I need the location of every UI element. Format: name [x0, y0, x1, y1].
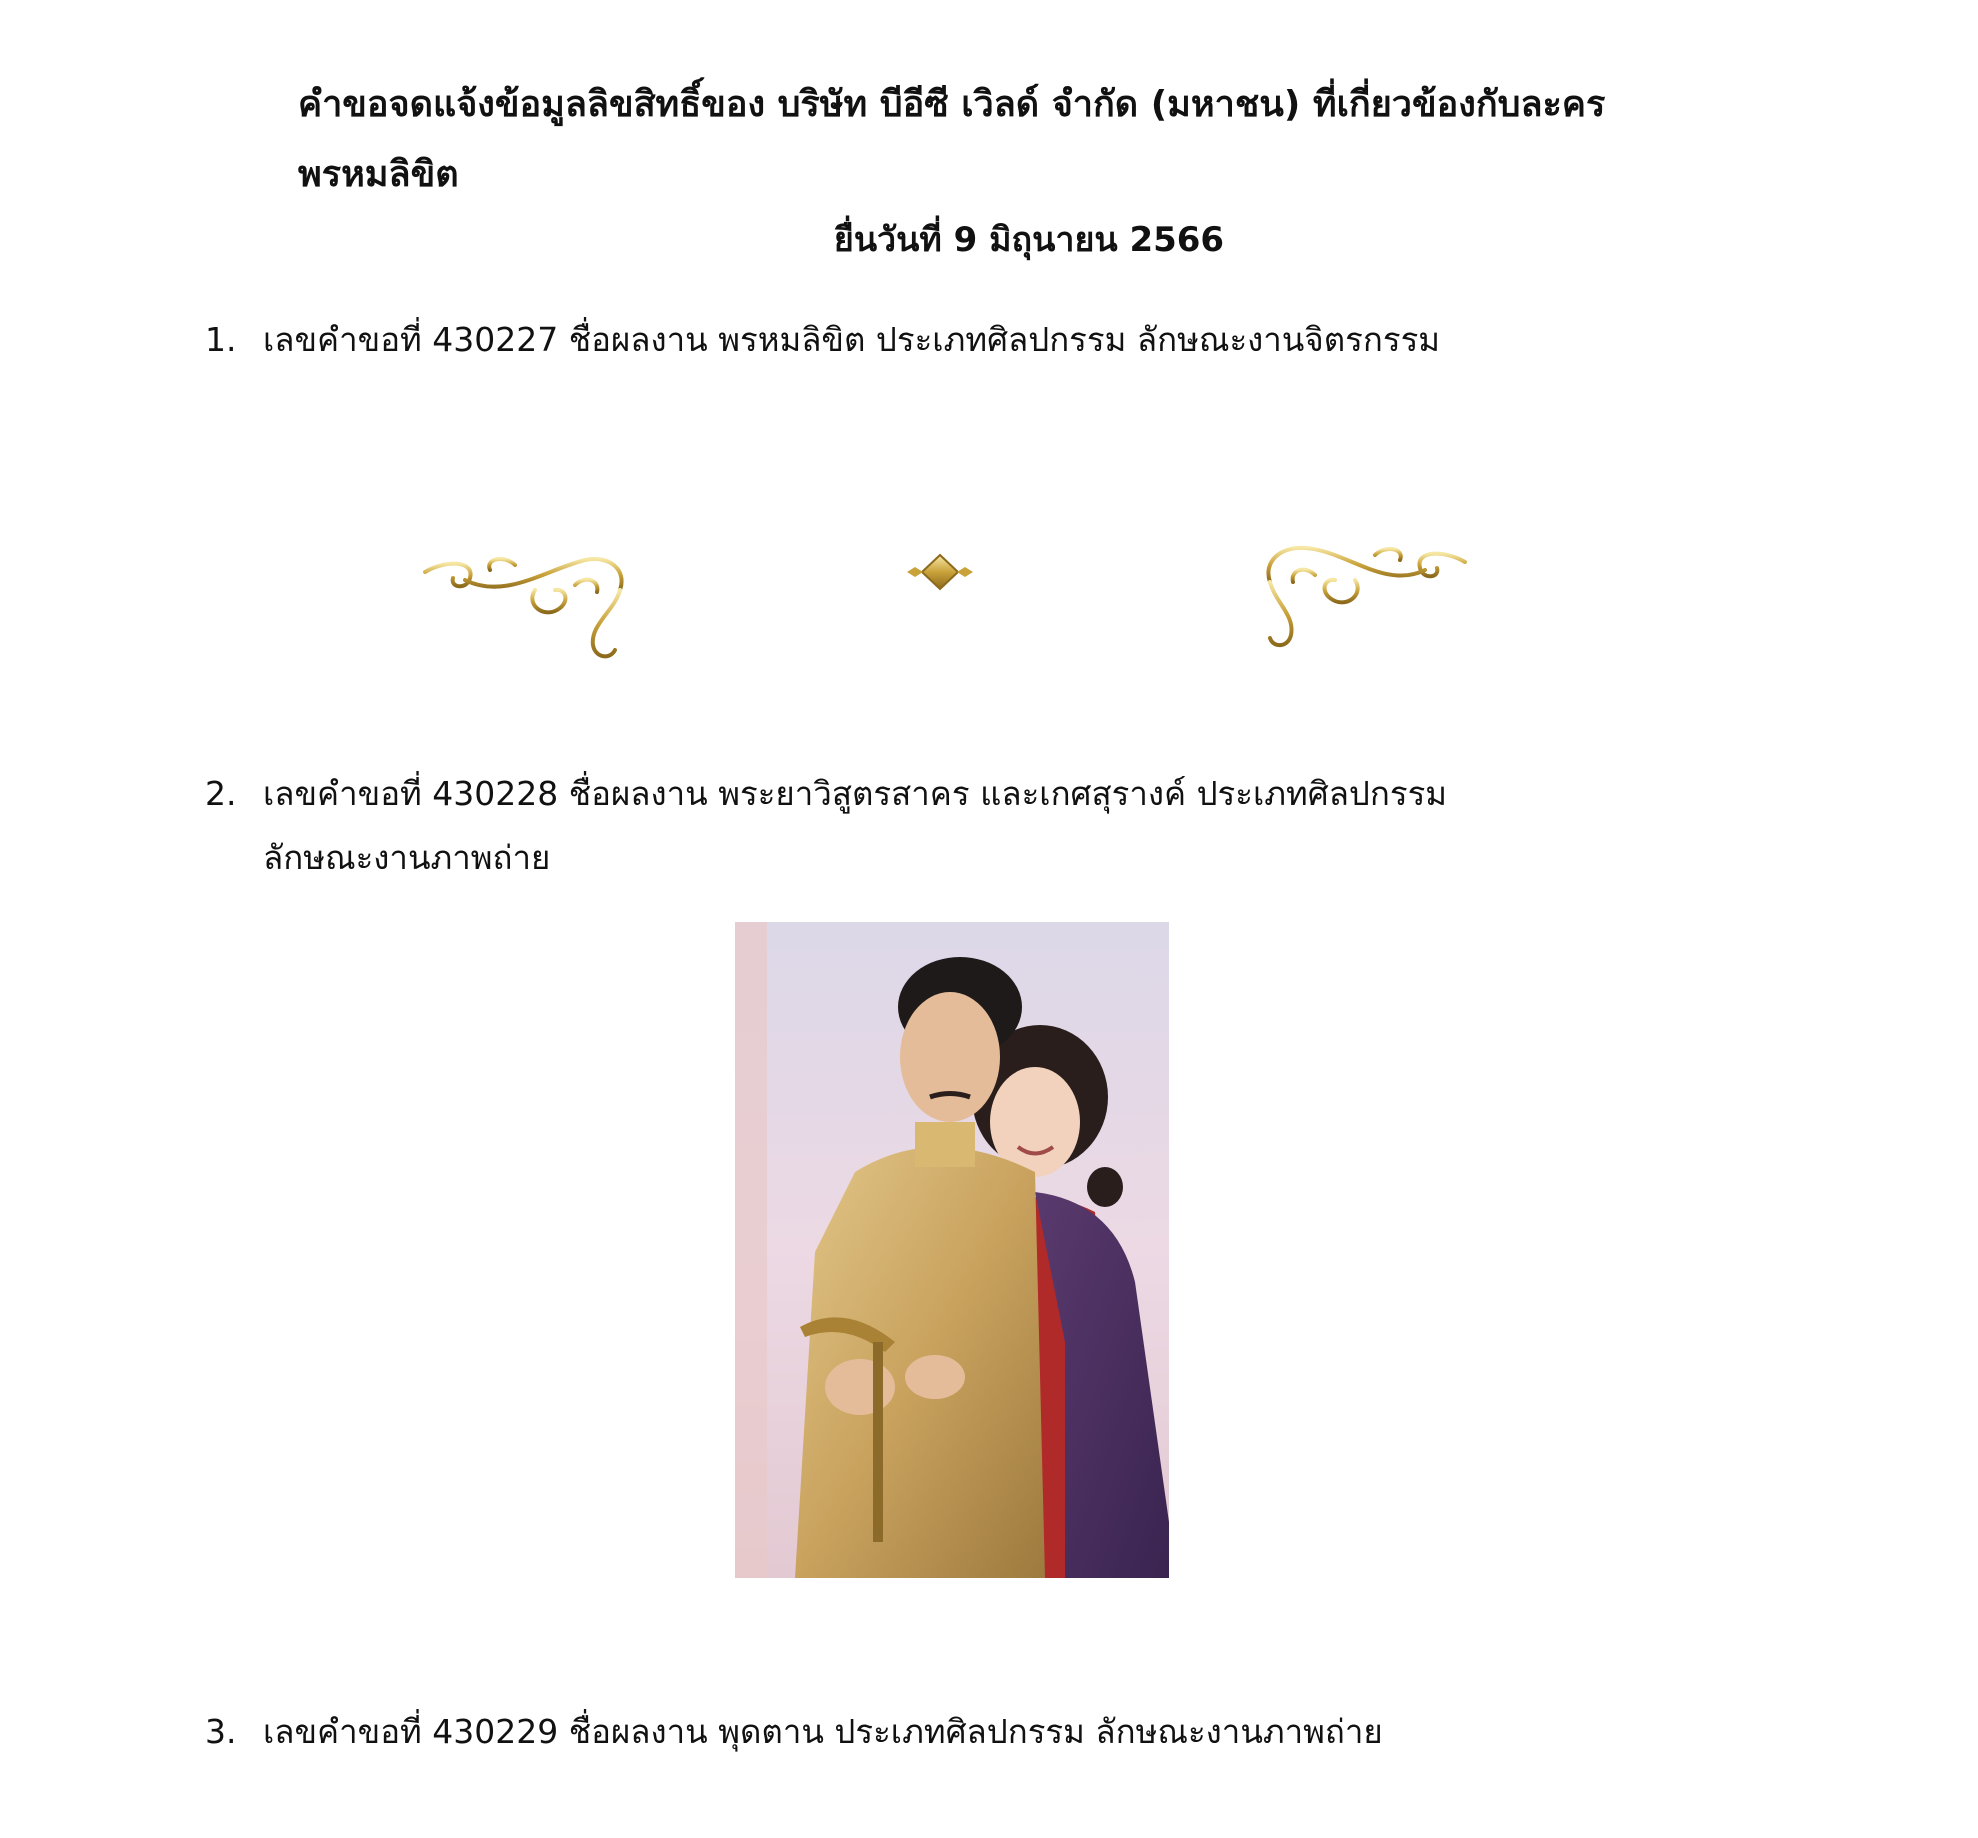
center-diamond	[922, 555, 958, 589]
document-title: คำขอจดแจ้งข้อมูลลิขสิทธิ์ของ บริษัท บีอีซี เวิลด์ จำกัด (มหาชน) ที่เกี่ยวข้องกับละคร พรหมลิขิต	[298, 84, 1606, 195]
list-item-3	[205, 1700, 1505, 1764]
list-item-text: เลขคำขอที่ 430228 ชื่อผลงาน พระยาวิสูตรสาคร และเกศสุรางค์ ประเภทศิลปกรรม ลักษณะงานภาพถ่าย	[263, 774, 1448, 877]
couple-portrait-photo	[735, 922, 1169, 1578]
list-item-number: 1.	[205, 320, 237, 359]
list-item-text: เลขคำขอที่ 430229 ชื่อผลงาน พุดตาน ประเภทศิลปกรรม ลักษณะงานภาพถ่าย	[263, 1712, 1383, 1751]
list-item-number: 2.	[205, 774, 237, 813]
list-item-text: เลขคำขอที่ 430227 ชื่อผลงาน พรหมลิขิต ประเภทศิลปกรรม ลักษณะงานจิตรกรรม	[263, 320, 1441, 359]
list-item-2	[205, 762, 1505, 890]
submission-date: ยื่นวันที่ 9 มิถุนายน 2566	[833, 220, 1225, 260]
list-item-number: 3.	[205, 1712, 237, 1751]
right-flourish	[1268, 548, 1465, 645]
left-flourish	[425, 559, 622, 656]
list-item-1	[205, 308, 1505, 372]
gold-ornament-artwork	[415, 530, 1475, 670]
